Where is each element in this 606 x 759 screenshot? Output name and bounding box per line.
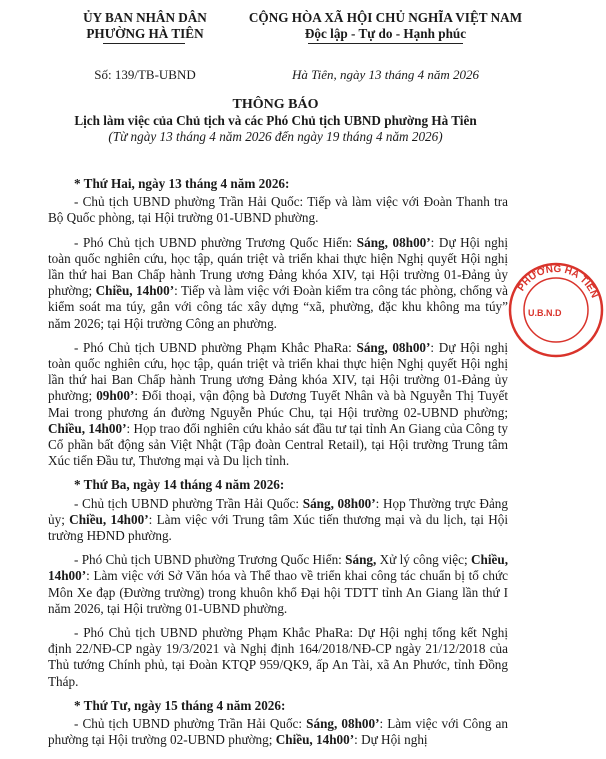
schedule-body <box>48 176 508 757</box>
entry-text: : Dự Hội nghị toàn quốc nghiên cứu, học tập, quán triệt và triển khai thực hiện Nghị quyết Hội nghị lần thứ hai Ban Chấp hành Trung ương Đảng khóa XIV, tại Hội trường 01-Đảng ủy phường; <box>48 234 508 299</box>
schedule-entry <box>48 625 508 690</box>
schedule-entry <box>48 716 508 748</box>
entry-text: : Họp trao đổi nghiên cứu khảo sát đầu tư tại tỉnh An Giang của Công ty Cổ phần bất động sản Việt Nhật (Tập đoàn Central Retail), tại Hội trường Trung tâm Xúc tiến Đầu tư, Thương mại và Du lịch tỉnh. <box>48 420 508 469</box>
entry-text: : Họp Thường trực Đảng ủy; <box>48 495 508 527</box>
motto-underline <box>308 43 463 44</box>
entry-text: : Làm việc với Trung tâm Xúc tiến thương mại và du lịch, tại Hội trường HĐND phường. <box>48 511 508 544</box>
nation-line-1: CỘNG HÒA XÃ HỘI CHỦ NGHĨA VIỆT NAM <box>248 10 523 25</box>
time-label: Chiều, 14h00’ <box>69 511 149 527</box>
issuing-agency <box>50 10 240 42</box>
seal-ring-text: PHƯỜNG HÀ TIÊN <box>515 263 600 300</box>
document-number: Số: 139/TB-UBND <box>94 67 196 82</box>
entry-text: - Chủ tịch UBND phường Trần Hải Quốc: <box>74 495 303 511</box>
national-motto <box>248 10 523 42</box>
entry-text: : Đối thoại, vận động bà Dương Tuyết Nhân và bà Nguyễn Thị Tuyết Mai trong phương án đường Nguyễn Phúc Chu, tại Hội trường 02-UBND phường; <box>48 388 508 420</box>
time-label: 09h00’ <box>96 388 135 404</box>
time-label: Sáng, 08h00’ <box>302 495 376 511</box>
day-heading: * Thứ Tư, ngày 15 tháng 4 năm 2026: <box>74 697 286 713</box>
schedule-entry <box>48 552 508 617</box>
time-label: Sáng, 08h00’ <box>306 716 380 732</box>
schedule-entry <box>48 235 508 332</box>
entry-text: - Chủ tịch UBND phường Trần Hải Quốc: <box>74 716 307 732</box>
entry-text: : Tiếp và làm việc với Đoàn kiểm tra công tác phòng, chống và kiểm soát ma túy, gắn với công tác xây dựng “xã, phường, đặc khu không ma túy” năm 2026; tại Hội trường Công an phường. <box>48 283 508 331</box>
entry-text: : Dự Hội nghị toàn quốc nghiên cứu, học tập, quán triệt và triển khai thực hiện Nghị quyết Hội nghị lần thứ hai Ban Chấp hành Trung ương Đảng khóa XIV, tại Hội trường 01-Đảng ủy phường; <box>48 339 508 404</box>
time-label: Chiều, 14h00’ <box>95 283 175 299</box>
entry-text: : Làm việc với Sở Văn hóa và Thể thao về triển khai công tác chuẩn bị tổ chức Môn Xe đạp (Đường trường) trong khuôn khổ Đại hội TDTT tỉnh An Giang lần thứ I năm 2026, tại Hội trường 01-UBND phường. <box>48 568 508 616</box>
place-and-date: Hà Tiên, ngày 13 tháng 4 năm 2026 <box>291 67 480 82</box>
document-header <box>0 10 551 90</box>
schedule-entry <box>48 194 508 226</box>
time-label: Sáng, <box>345 552 377 568</box>
document-subject: Lịch làm việc của Chủ tịch và các Phó Chủ tịch UBND phường Hà Tiên <box>74 113 477 128</box>
entry-text: - Phó Chủ tịch UBND phường Phạm Khắc PhaRa: <box>74 339 357 355</box>
time-label: Chiều, 14h00’ <box>48 420 127 436</box>
time-label: Sáng, 08h00’ <box>356 339 431 355</box>
document-title-block <box>0 97 551 145</box>
entry-text: : Làm việc với Công an phường tại Hội trường 02-UBND phường; <box>48 716 508 748</box>
date-range: (Từ ngày 13 tháng 4 năm 2026 đến ngày 19 tháng 4 năm 2026) <box>108 129 443 144</box>
entry-text: - Chủ tịch UBND phường Trần Hải Quốc: Tiếp và làm việc với Đoàn Thanh tra Bộ Quốc phòng, tại Hội trường 01-UBND phường. <box>48 194 508 226</box>
schedule-entry <box>48 496 508 545</box>
official-seal-stamp <box>506 260 606 360</box>
day-heading: * Thứ Ba, ngày 14 tháng 4 năm 2026: <box>74 477 285 493</box>
time-label: Sáng, 08h00’ <box>356 234 431 250</box>
schedule-entry <box>48 340 508 470</box>
entry-text: Xử lý công việc; <box>376 552 471 568</box>
agency-line-1: ỦY BAN NHÂN DÂN <box>83 10 207 25</box>
entry-text: - Phó Chủ tịch UBND phường Trương Quốc Hiển: <box>74 234 357 250</box>
entry-text: - Phó Chủ tịch UBND phường Trương Quốc Hiển: <box>74 552 346 568</box>
time-label: Chiều, 14h00’ <box>275 732 355 748</box>
time-label: Chiều, 14h00’ <box>48 552 508 584</box>
agency-line-2: PHƯỜNG HÀ TIÊN <box>86 26 204 41</box>
entry-text: - Phó Chủ tịch UBND phường Phạm Khắc PhaRa: Dự Hội nghị tổng kết Nghị định 22/NĐ-CP ngày 19/3/2021 và Nghị định 164/2018/NĐ-CP ngày 21/12/2018 của Thủ tướng Chính phủ, tại Đoàn KTQP 959/QK9, ấp An Tài, xã An Phước, tỉnh Đồng Tháp. <box>48 625 508 689</box>
nation-line-2: Độc lập - Tự do - Hạnh phúc <box>304 26 467 41</box>
agency-underline <box>103 43 185 44</box>
seal-label: U.B.N.D <box>528 308 562 318</box>
entry-text: : Dự Hội nghị <box>354 732 428 748</box>
day-heading: * Thứ Hai, ngày 13 tháng 4 năm 2026: <box>74 176 290 191</box>
document-type: THÔNG BÁO <box>232 97 319 112</box>
